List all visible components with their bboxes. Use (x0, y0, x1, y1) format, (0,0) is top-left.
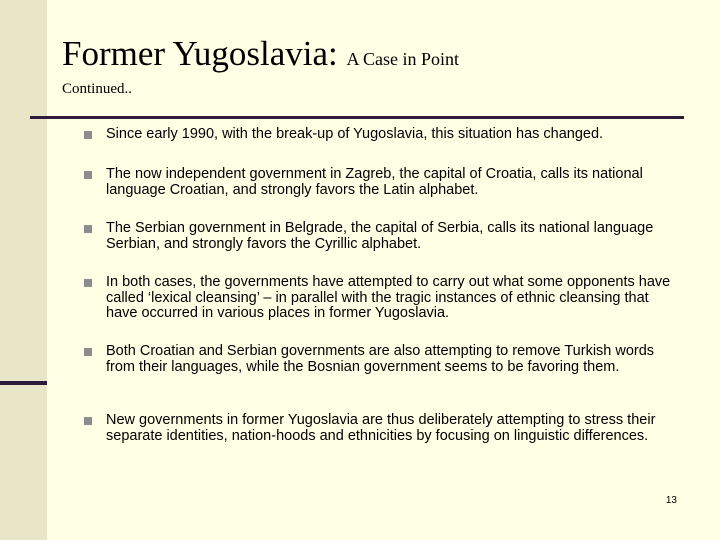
bullet-square-icon (84, 279, 92, 287)
bullet-text: New governments in former Yugoslavia are thus deliberately attempting to stress their separate identities, nation-hoods and ethnicities by focusing on linguistic differences. (106, 412, 656, 444)
continued-label: Continued.. (62, 81, 132, 97)
bullet-text: Both Croatian and Serbian governments are also attempting to remove Turkish words from their languages, while the Bosnian government seems to be favoring them. (106, 343, 655, 375)
title-divider (30, 116, 684, 119)
bullet-text: In both cases, the governments have attempted to carry out what some opponents have called ‘lexical cleansing’ – in parallel with the tragic instances of ethnic cleansing that have occurred in various places in former Yugoslavia. (106, 274, 671, 321)
slide-title-subtitle: A Case in Point (346, 49, 460, 69)
bullet-square-icon (84, 171, 92, 179)
bullet-text: Since early 1990, with the break-up of Yugoslavia, this situation has changed. (106, 126, 604, 142)
bullet-square-icon (84, 131, 92, 139)
bullet-square-icon (84, 225, 92, 233)
bullet-text: The Serbian government in Belgrade, the capital of Serbia, calls its national language Serbian, and strongly favors the Cyrillic alphabet. (106, 220, 654, 252)
bullet-square-icon (84, 417, 92, 425)
slide-title-main: Former Yugoslavia: (62, 34, 338, 73)
slide-title (62, 36, 459, 71)
bullet-text: The now independent government in Zagreb, the capital of Croatia, calls its national language Croatian, and strongly favors the Latin alphabet. (106, 166, 643, 198)
bullet-square-icon (84, 348, 92, 356)
page-number: 13 (665, 495, 677, 506)
left-accent-bar (0, 381, 47, 385)
left-decorative-band (0, 0, 47, 540)
